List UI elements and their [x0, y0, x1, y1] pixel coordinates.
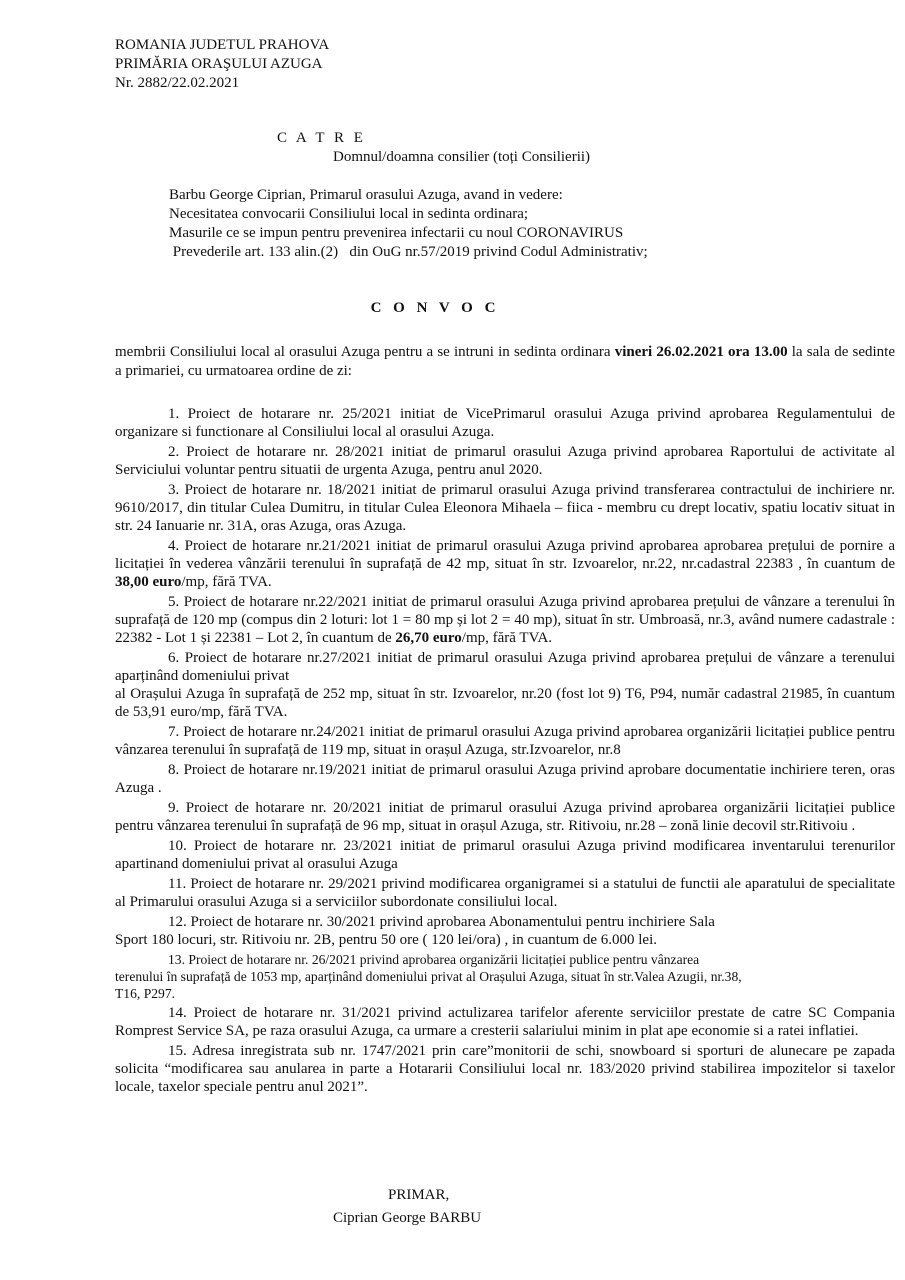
intro-line: Necesitatea convocarii Consiliului local in sedinta ordinara;: [169, 206, 529, 222]
agenda-item-text: 11. Proiect de hotarare nr. 29/2021 privind modificarea organigramei si a statului de functii ale aparatului de specialitate al Primarului orasului Azuga si a serviciilor subordonate consiliului local.: [115, 876, 895, 910]
lead-text-end: la sala de sedinte a primariei, cu urmatoarea ordine de zi:: [115, 344, 895, 379]
agenda-item-price: 26,70 euro: [395, 630, 462, 646]
agenda-list: [115, 405, 895, 1098]
agenda-item: [115, 537, 895, 591]
agenda-item-text: 9. Proiect de hotarare nr. 20/2021 initiat de primarul orasului Azuga privind aprobarea organizării licitației publice pentru vânzarea terenului în suprafață de 96 mp, situat in orașul Azuga, str. Ritivoiu, nr.28 – zonă linie decovil str.Ritivoiu .: [115, 800, 895, 834]
agenda-item-text: 1. Proiect de hotarare nr. 25/2021 initiat de VicePrimarul orasului Azuga privind aprobarea Regulamentului de organizare si functionare al Consiliului local al orasului Azuga.: [115, 406, 895, 440]
agenda-item: [115, 761, 895, 797]
meeting-date: vineri 26.02.2021 ora 13.00: [614, 344, 788, 360]
document-header: [115, 36, 329, 93]
agenda-item-text: /mp, fără TVA.: [461, 630, 553, 646]
signature-name: Ciprian George BARBU: [333, 1210, 482, 1226]
agenda-item: [115, 405, 895, 441]
agenda-item: [115, 481, 895, 535]
agenda-item-text: 8. Proiect de hotarare nr.19/2021 initiat de primarul orasului Azuga privind aprobare documentatie inchiriere teren, oras Azuga .: [115, 762, 895, 796]
agenda-item: [115, 649, 895, 721]
intro-line: Barbu George Ciprian, Primarul orasului Azuga, avand in vedere:: [169, 187, 563, 203]
agenda-item: [115, 1042, 895, 1096]
lead-text: membrii Consiliului local al orasului Azuga pentru a se intruni in sedinta ordinara: [115, 344, 615, 360]
agenda-item: [115, 799, 895, 835]
agenda-item: [115, 1004, 895, 1040]
intro-line: Prevederile art. 133 alin.(2) din OuG nr.57/2019 privind Codul Administrativ;: [169, 244, 648, 260]
intro-line: Masurile ce se impun pentru prevenirea infectarii cu noul CORONAVIRUS: [169, 225, 624, 241]
agenda-item: [115, 723, 895, 759]
header-county: ROMANIA JUDETUL PRAHOVA: [115, 37, 330, 53]
agenda-item-text: /mp, fără TVA.: [181, 574, 272, 590]
agenda-item-text: 2. Proiect de hotarare nr. 28/2021 initiat de primarul orasului Azuga privind aprobarea Raportului de activitate al Serviciului voluntar pentru situatii de urgenta Azuga, pentru anul 2020.: [115, 444, 895, 478]
intro-block: [169, 186, 648, 262]
catre-heading: C A T R E: [277, 130, 366, 146]
lead-paragraph: [115, 343, 895, 381]
agenda-item: [115, 875, 895, 911]
convoc-heading: C O N V O C: [370, 300, 500, 316]
agenda-item: [115, 951, 895, 1002]
agenda-item-text: 12. Proiect de hotarare nr. 30/2021 privind aprobarea Abonamentului pentru inchiriere Sala Sport 180 locuri, str. Ritivoiu nr. 2B, pentru 50 ore ( 120 lei/ora) , in cuantum de 6.000 lei.: [115, 914, 715, 948]
agenda-item-text: 5. Proiect de hotarare nr.22/2021 initiat de primarul orasului Azuga privind aprobarea prețului de vânzare a terenului în suprafață de 120 mp (compus din 2 loturi: lot 1 = 80 mp și lot 2 = 40 mp), situat în str. Umbroasă, nr.3, având numere cadastrale : 22382 - Lot 1 și 22381 – Lot 2, în cuantum de: [115, 594, 895, 646]
agenda-item: [115, 837, 895, 873]
recipient-line: Domnul/doamna consilier (toți Consilierii): [333, 149, 591, 165]
agenda-item-text: 3. Proiect de hotarare nr. 18/2021 initiat de primarul orasului Azuga privind transferarea contractului de inchiriere nr. 9610/2017, din titular Culea Dumitru, in titular Culea Eleonora Mihaela – fiica - membru cu drept locativ, spatiu locativ situat in str. 24 Ianuarie nr. 31A, oras Azuga, oras Azuga.: [115, 482, 895, 534]
agenda-item-text: 13. Proiect de hotarare nr. 26/2021 privind aprobarea organizării licitației publice pentru vânzarea terenului în suprafață de 1053 mp, aparținând domeniului privat al Orașului Azuga, situat în str.Valea Azugii, nr.38, T16, P297.: [115, 952, 742, 1001]
agenda-item-text: 14. Proiect de hotarare nr. 31/2021 privind actulizarea tarifelor aferente serviciilor prestate de catre SC Compania Romprest Service SA, pe raza orasului Azuga, ca urmare a cresterii salariului minim in plat ape economie si a ratei inflatiei.: [115, 1005, 895, 1039]
agenda-item-price: 38,00 euro: [115, 574, 182, 590]
agenda-item-text: 10. Proiect de hotarare nr. 23/2021 initiat de primarul orasului Azuga privind modificarea inventarului terenurilor apartinand domeniului privat al orasului Azuga: [115, 838, 895, 872]
agenda-item-text: 4. Proiect de hotarare nr.21/2021 initiat de primarul orasului Azuga privind aprobarea aprobarea prețului de pornire a licitației în vederea vânzării terenului în suprafață de 42 mp, situat în str. Izvoarelor, nr.22, nr.cadastral 22383 , în cuantum de: [115, 538, 895, 572]
agenda-item: [115, 443, 895, 479]
agenda-item-text: 7. Proiect de hotarare nr.24/2021 initiat de primarul orasului Azuga privind aprobarea organizării licitației publice pentru vânzarea terenului în suprafață de 119 mp, situat in orașul Azuga, str.Izvoarelor, nr.8: [115, 724, 895, 758]
agenda-item-text: 15. Adresa inregistrata sub nr. 1747/2021 prin care”monitorii de schi, snowboard si sporturi de alunecare pe zapada solicita “modificarea sau anularea in parte a Hotararii Consiliului local nr. 183/2020 privind stabilirea impozitelor si taxelor locale, taxelor speciale pentru anul 2021”.: [115, 1043, 895, 1095]
agenda-item: [115, 593, 895, 647]
agenda-item: [115, 913, 895, 949]
signature-title: PRIMAR,: [388, 1187, 450, 1203]
agenda-item-text: 6. Proiect de hotarare nr.27/2021 initiat de primarul orasului Azuga privind aprobarea prețului de vânzare a terenului aparținând domeniului privat al Orașului Azuga în suprafață de 252 mp, situat în str. Izvoarelor, nr.20 (fost lot 9) T6, P94, număr cadastral 21985, în cuantum de 53,91 euro/mp, fără TVA.: [115, 650, 895, 720]
header-institution: PRIMĂRIA ORAŞULUI AZUGA: [115, 56, 323, 72]
header-reg-number: Nr. 2882/22.02.2021: [115, 75, 240, 91]
